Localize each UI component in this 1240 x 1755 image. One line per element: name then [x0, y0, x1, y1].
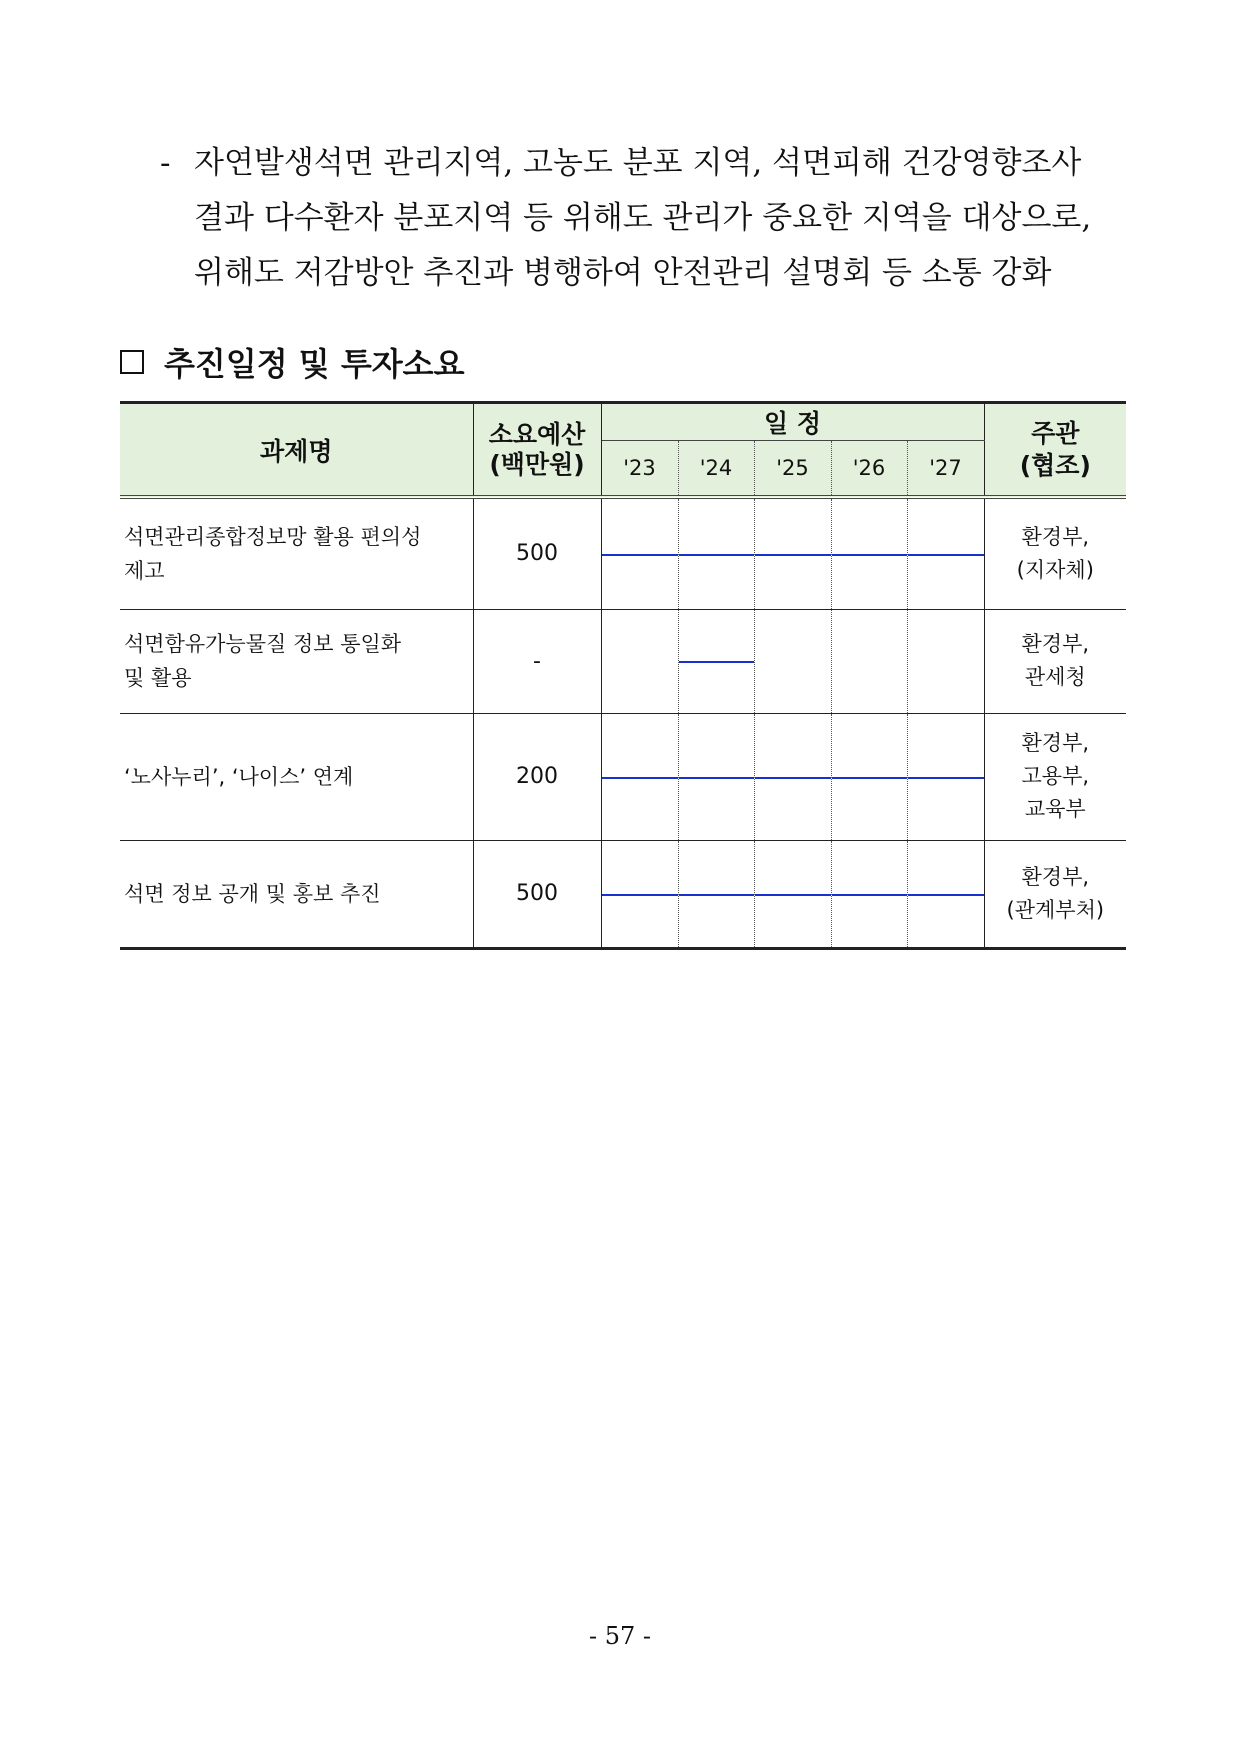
schedule-bar: [832, 777, 907, 779]
schedule-bar: [908, 554, 984, 556]
org-line: 환경부,: [1021, 864, 1090, 889]
header-task: 과제명: [120, 403, 473, 498]
budget-cell: 500: [473, 497, 601, 609]
table-row: [120, 713, 1126, 840]
header-year: '25: [754, 441, 831, 498]
schedule-bar: [755, 894, 831, 896]
task-cell: [120, 840, 473, 948]
org-cell: [984, 609, 1126, 713]
header-schedule: 일 정: [601, 403, 984, 441]
schedule-cell: [601, 609, 678, 713]
schedule-bar: [755, 777, 831, 779]
schedule-cell: [678, 840, 754, 948]
bullet-paragraph: [160, 136, 1130, 301]
task-line: ‘노사누리’, ‘나이스’ 연계: [124, 764, 354, 789]
task-cell: [120, 497, 473, 609]
header-budget-line2: (백만원): [489, 449, 585, 479]
header-budget-line1: 소요예산: [488, 419, 586, 449]
schedule-bar: [908, 777, 984, 779]
org-cell: [984, 840, 1126, 948]
task-cell: [120, 713, 473, 840]
header-org: [984, 403, 1126, 498]
table-row: [120, 840, 1126, 948]
schedule-cell: [601, 713, 678, 840]
section-title: 추진일정 및 투자소요: [164, 345, 465, 383]
schedule-bar: [602, 554, 678, 556]
empty-square-icon: [120, 350, 144, 374]
org-line: 관세청: [1024, 665, 1086, 689]
table-body: [120, 497, 1126, 948]
schedule-cell: [754, 840, 831, 948]
org-line: 환경부,: [1021, 731, 1090, 755]
page-number: - 57 -: [588, 1622, 651, 1650]
schedule-cell: [907, 497, 984, 609]
header-year: '23: [601, 441, 678, 498]
org-line: 교육부: [1024, 797, 1086, 821]
section-heading: [120, 342, 465, 382]
bullet-line: [160, 136, 1130, 191]
schedule-bar: [602, 894, 678, 896]
org-cell: [984, 497, 1126, 609]
schedule-cell: [907, 840, 984, 948]
schedule-bar: [679, 777, 754, 779]
task-line: 및 활용: [124, 666, 192, 690]
schedule-cell: [831, 713, 907, 840]
header-org-line1: 주관: [1031, 418, 1080, 448]
org-line: (지자체): [1016, 557, 1094, 582]
schedule-bar: [832, 894, 907, 896]
schedule-cell: [678, 497, 754, 609]
bullet-text: 자연발생석면 관리지역, 고농도 분포 지역, 석면피해 건강영향조사: [194, 145, 1082, 181]
task-cell: [120, 609, 473, 713]
task-line: 석면관리종합정보망 활용 편의성: [124, 524, 422, 549]
task-line: 제고: [124, 558, 165, 583]
schedule-cell: [754, 497, 831, 609]
org-line: 고용부,: [1021, 764, 1090, 788]
schedule-budget-table: [120, 401, 1126, 950]
budget-cell: -: [473, 609, 601, 713]
schedule-cell: [601, 840, 678, 948]
schedule-cell: [678, 609, 754, 713]
org-line: 환경부,: [1021, 524, 1090, 549]
schedule-bar: [679, 554, 754, 556]
schedule-bar: [832, 554, 907, 556]
org-line: 환경부,: [1021, 632, 1090, 656]
schedule-bar: [602, 777, 678, 779]
schedule-cell: [754, 609, 831, 713]
schedule-cell: [678, 713, 754, 840]
header-year: '24: [678, 441, 754, 498]
budget-cell: 200: [473, 713, 601, 840]
schedule-bar: [908, 894, 984, 896]
table-row: [120, 497, 1126, 609]
table-row: [120, 609, 1126, 713]
org-line: (관계부처): [1006, 897, 1105, 922]
task-line: 석면함유가능물질 정보 통일화: [124, 632, 402, 656]
header-year: '27: [907, 441, 984, 498]
bullet-line: 위해도 저감방안 추진과 병행하여 안전관리 설명회 등 소통 강화: [194, 255, 1052, 291]
schedule-bar: [679, 894, 754, 896]
header-org-line2: (협조): [1019, 450, 1091, 480]
schedule-bar: [679, 661, 754, 663]
schedule-cell: [754, 713, 831, 840]
schedule-cell: [831, 609, 907, 713]
task-line: 석면 정보 공개 및 홍보 추진: [124, 881, 381, 906]
schedule-bar: [755, 554, 831, 556]
bullet-line: 결과 다수환자 분포지역 등 위해도 관리가 중요한 지역을 대상으로,: [194, 200, 1092, 236]
bullet-dash: -: [160, 145, 171, 181]
schedule-cell: [907, 609, 984, 713]
schedule-cell: [831, 497, 907, 609]
schedule-cell: [907, 713, 984, 840]
budget-cell: 500: [473, 840, 601, 948]
header-budget: [473, 403, 601, 498]
schedule-cell: [831, 840, 907, 948]
org-cell: [984, 713, 1126, 840]
schedule-cell: [601, 497, 678, 609]
header-year: '26: [831, 441, 907, 498]
